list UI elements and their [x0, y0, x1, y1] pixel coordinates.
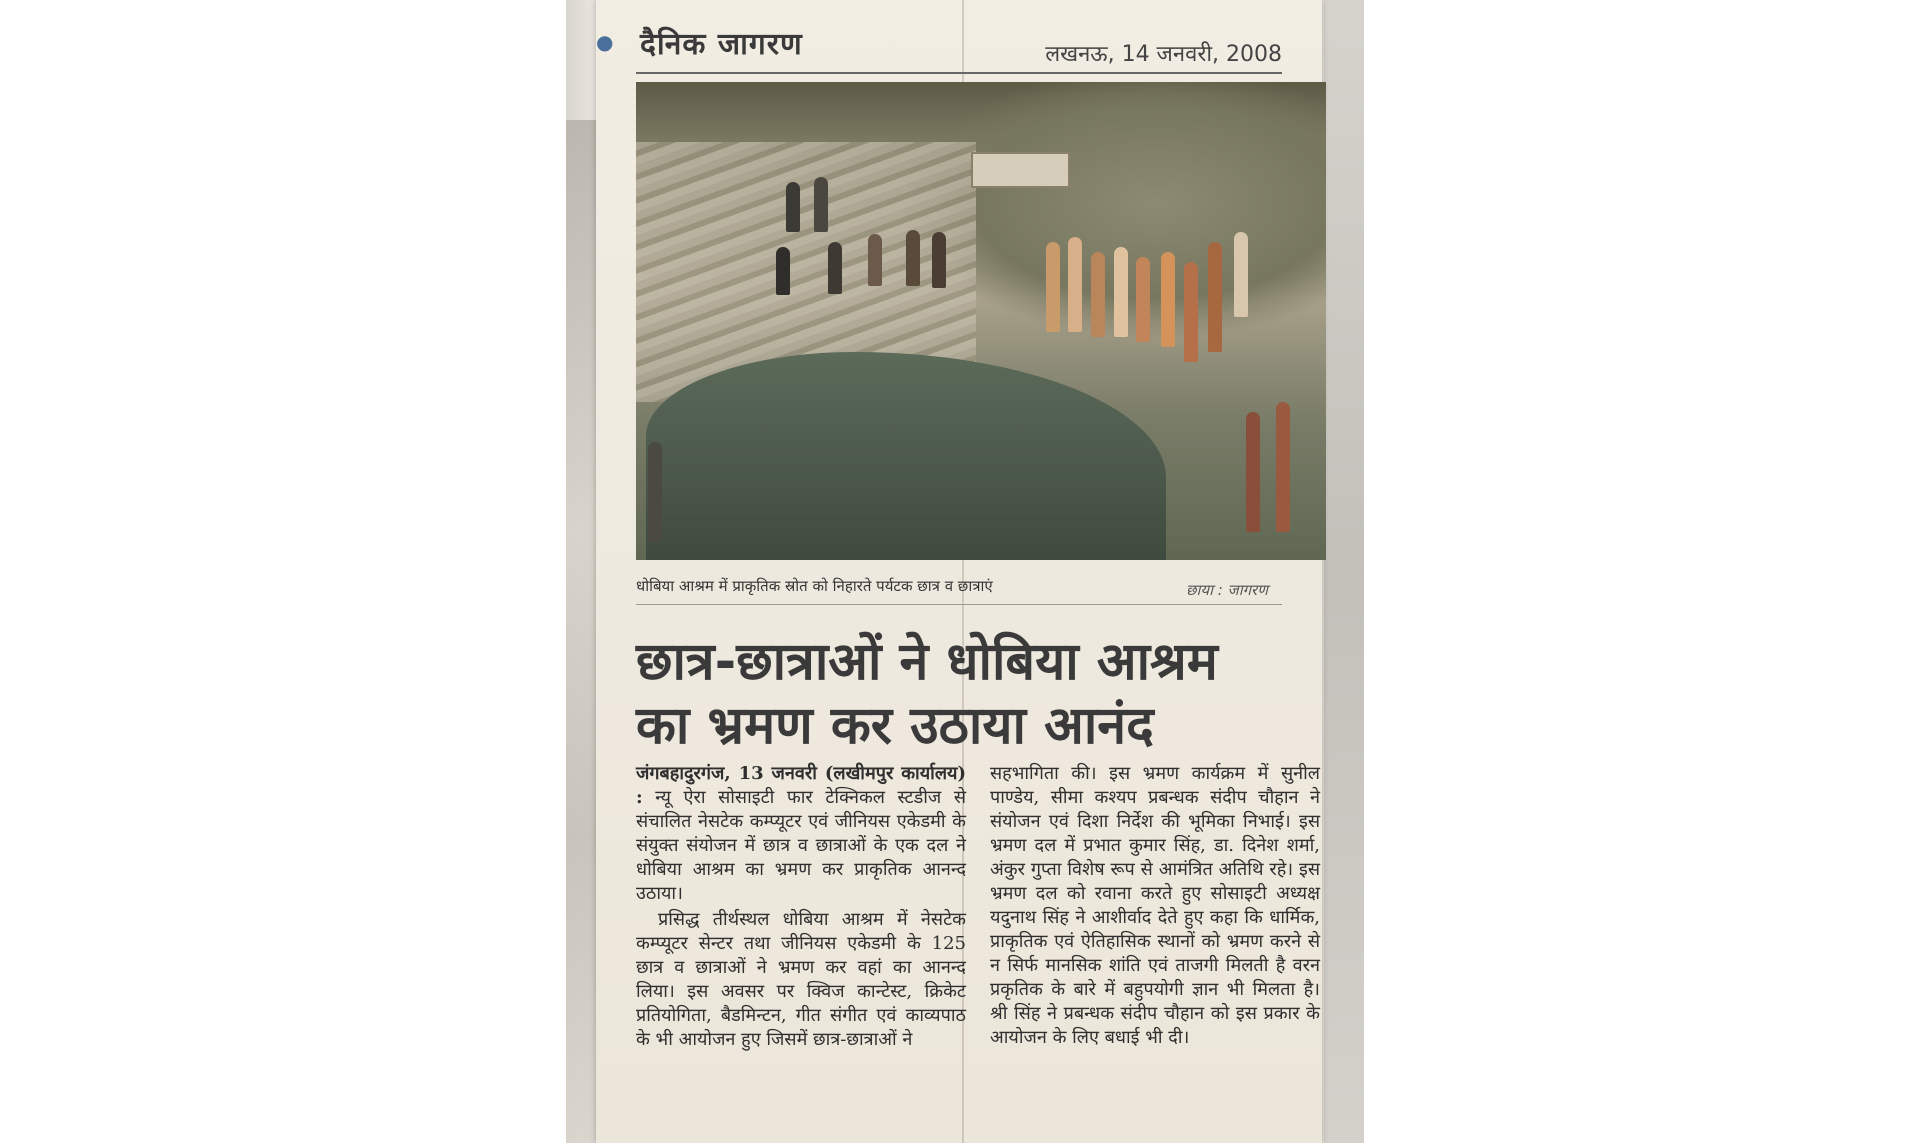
scanned-page	[566, 0, 1364, 1143]
photo-credit: छाया : जागरण	[1185, 581, 1268, 599]
photo-caption-row	[636, 568, 1282, 605]
article-dateline: जंगबहादुरगंज, 13 जनवरी (लखीमपुर कार्यालय) :	[636, 763, 966, 808]
photo-person	[1114, 247, 1128, 337]
masthead-divider	[636, 72, 1282, 74]
headline-line-2: का भ्रमण कर उठाया आनंद	[636, 696, 1154, 756]
photo-caption: धोबिया आश्रम में प्राकृतिक स्रोत को निहारते पर्यटक छात्र व छात्राएं	[636, 577, 993, 595]
photo-person	[1068, 237, 1082, 332]
photo-person	[1184, 262, 1198, 362]
photo-person	[648, 442, 662, 542]
photo-person	[814, 177, 828, 232]
article-headline	[636, 630, 1282, 758]
article-paragraph: प्रसिद्ध तीर्थस्थल धोबिया आश्रम में नेसटेक कम्प्यूटर सेन्टर तथा जीनियस एकेडमी के 125 छात्र व छात्राओं ने भ्रमण कर वहां का आनन्द लिया। इस अवसर पर क्विज कान्टेस्ट, क्रिकेट प्रतियोगिता, बैडमिन्टन, गीत संगीत एवं काव्यपाठ के भी आयोजन हुए जिसमें छात्र-छात्राओं ने	[636, 909, 966, 1050]
photo-person	[786, 182, 800, 232]
photo-person	[1234, 232, 1248, 317]
news-photograph	[636, 82, 1326, 560]
article-column-2	[990, 762, 1320, 1052]
newspaper-masthead: दैनिक जागरण	[640, 27, 803, 62]
photo-person	[1208, 242, 1222, 352]
photo-person	[1276, 402, 1290, 532]
headline-line-1: छात्र-छात्राओं ने धोबिया आश्रम	[636, 632, 1218, 692]
article-column-1	[636, 762, 966, 1054]
adjacent-page-strip	[566, 120, 600, 1143]
article-paragraph: सहभागिता की। इस भ्रमण कार्यक्रम में सुनील पाण्डेय, सीमा कश्यप प्रबन्धक संदीप चौहान ने संयोजन एवं दिशा निर्देश की भूमिका निभाई। इस भ्रमण दल में प्रभात कुमार सिंह, डा. दिनेश शर्मा, अंकुर गुप्ता विशेष रूप से आमंत्रित अतिथि रहे। इस भ्रमण दल को रवाना करते हुए सोसाइटी अध्यक्ष यदुनाथ सिंह ने आशीर्वाद देते हुए कहा कि धार्मिक, प्राकृतिक एवं ऐतिहासिक स्थानों को भ्रमण करने से न सिर्फ मानसिक शांति एवं ताजगी मिलती है वरन प्रकृतिक के बारे में बहुपयोगी ज्ञान भी मिलता है। श्री सिंह ने प्रबन्धक संदीप चौहान को इस प्रकार के आयोजन के लिए बधाई भी दी।	[990, 763, 1320, 1048]
scan-edge	[1324, 0, 1364, 1143]
photo-person	[932, 232, 946, 288]
article-body	[636, 762, 1326, 1132]
photo-person	[1091, 252, 1105, 337]
article-paragraph	[636, 762, 966, 906]
photo-pond	[646, 352, 1166, 560]
photo-person	[1246, 412, 1260, 532]
edition-dateline: लखनऊ, 14 जनवरी, 2008	[1045, 42, 1282, 67]
photo-person	[868, 234, 882, 286]
article-paragraph-text: न्यू ऐरा सोसाइटी फार टेक्निकल स्टडीज से संचालित नेसटेक कम्प्यूटर एवं जीनियस एकेडमी के संयुक्त संयोजन में छात्र व छात्राओं के एक दल ने धोबिया आश्रम का भ्रमण कर प्राकृतिक आनन्द उठाया।	[636, 787, 966, 904]
photo-person	[1161, 252, 1175, 347]
photo-person	[1046, 242, 1060, 332]
photo-person	[776, 247, 790, 295]
photo-person	[828, 242, 842, 294]
photo-person	[1136, 257, 1150, 342]
newspaper-clipping	[596, 0, 1322, 1143]
newspaper-logo-icon: ●	[596, 30, 614, 54]
photo-person	[906, 230, 920, 286]
photo-signboard	[971, 152, 1070, 188]
